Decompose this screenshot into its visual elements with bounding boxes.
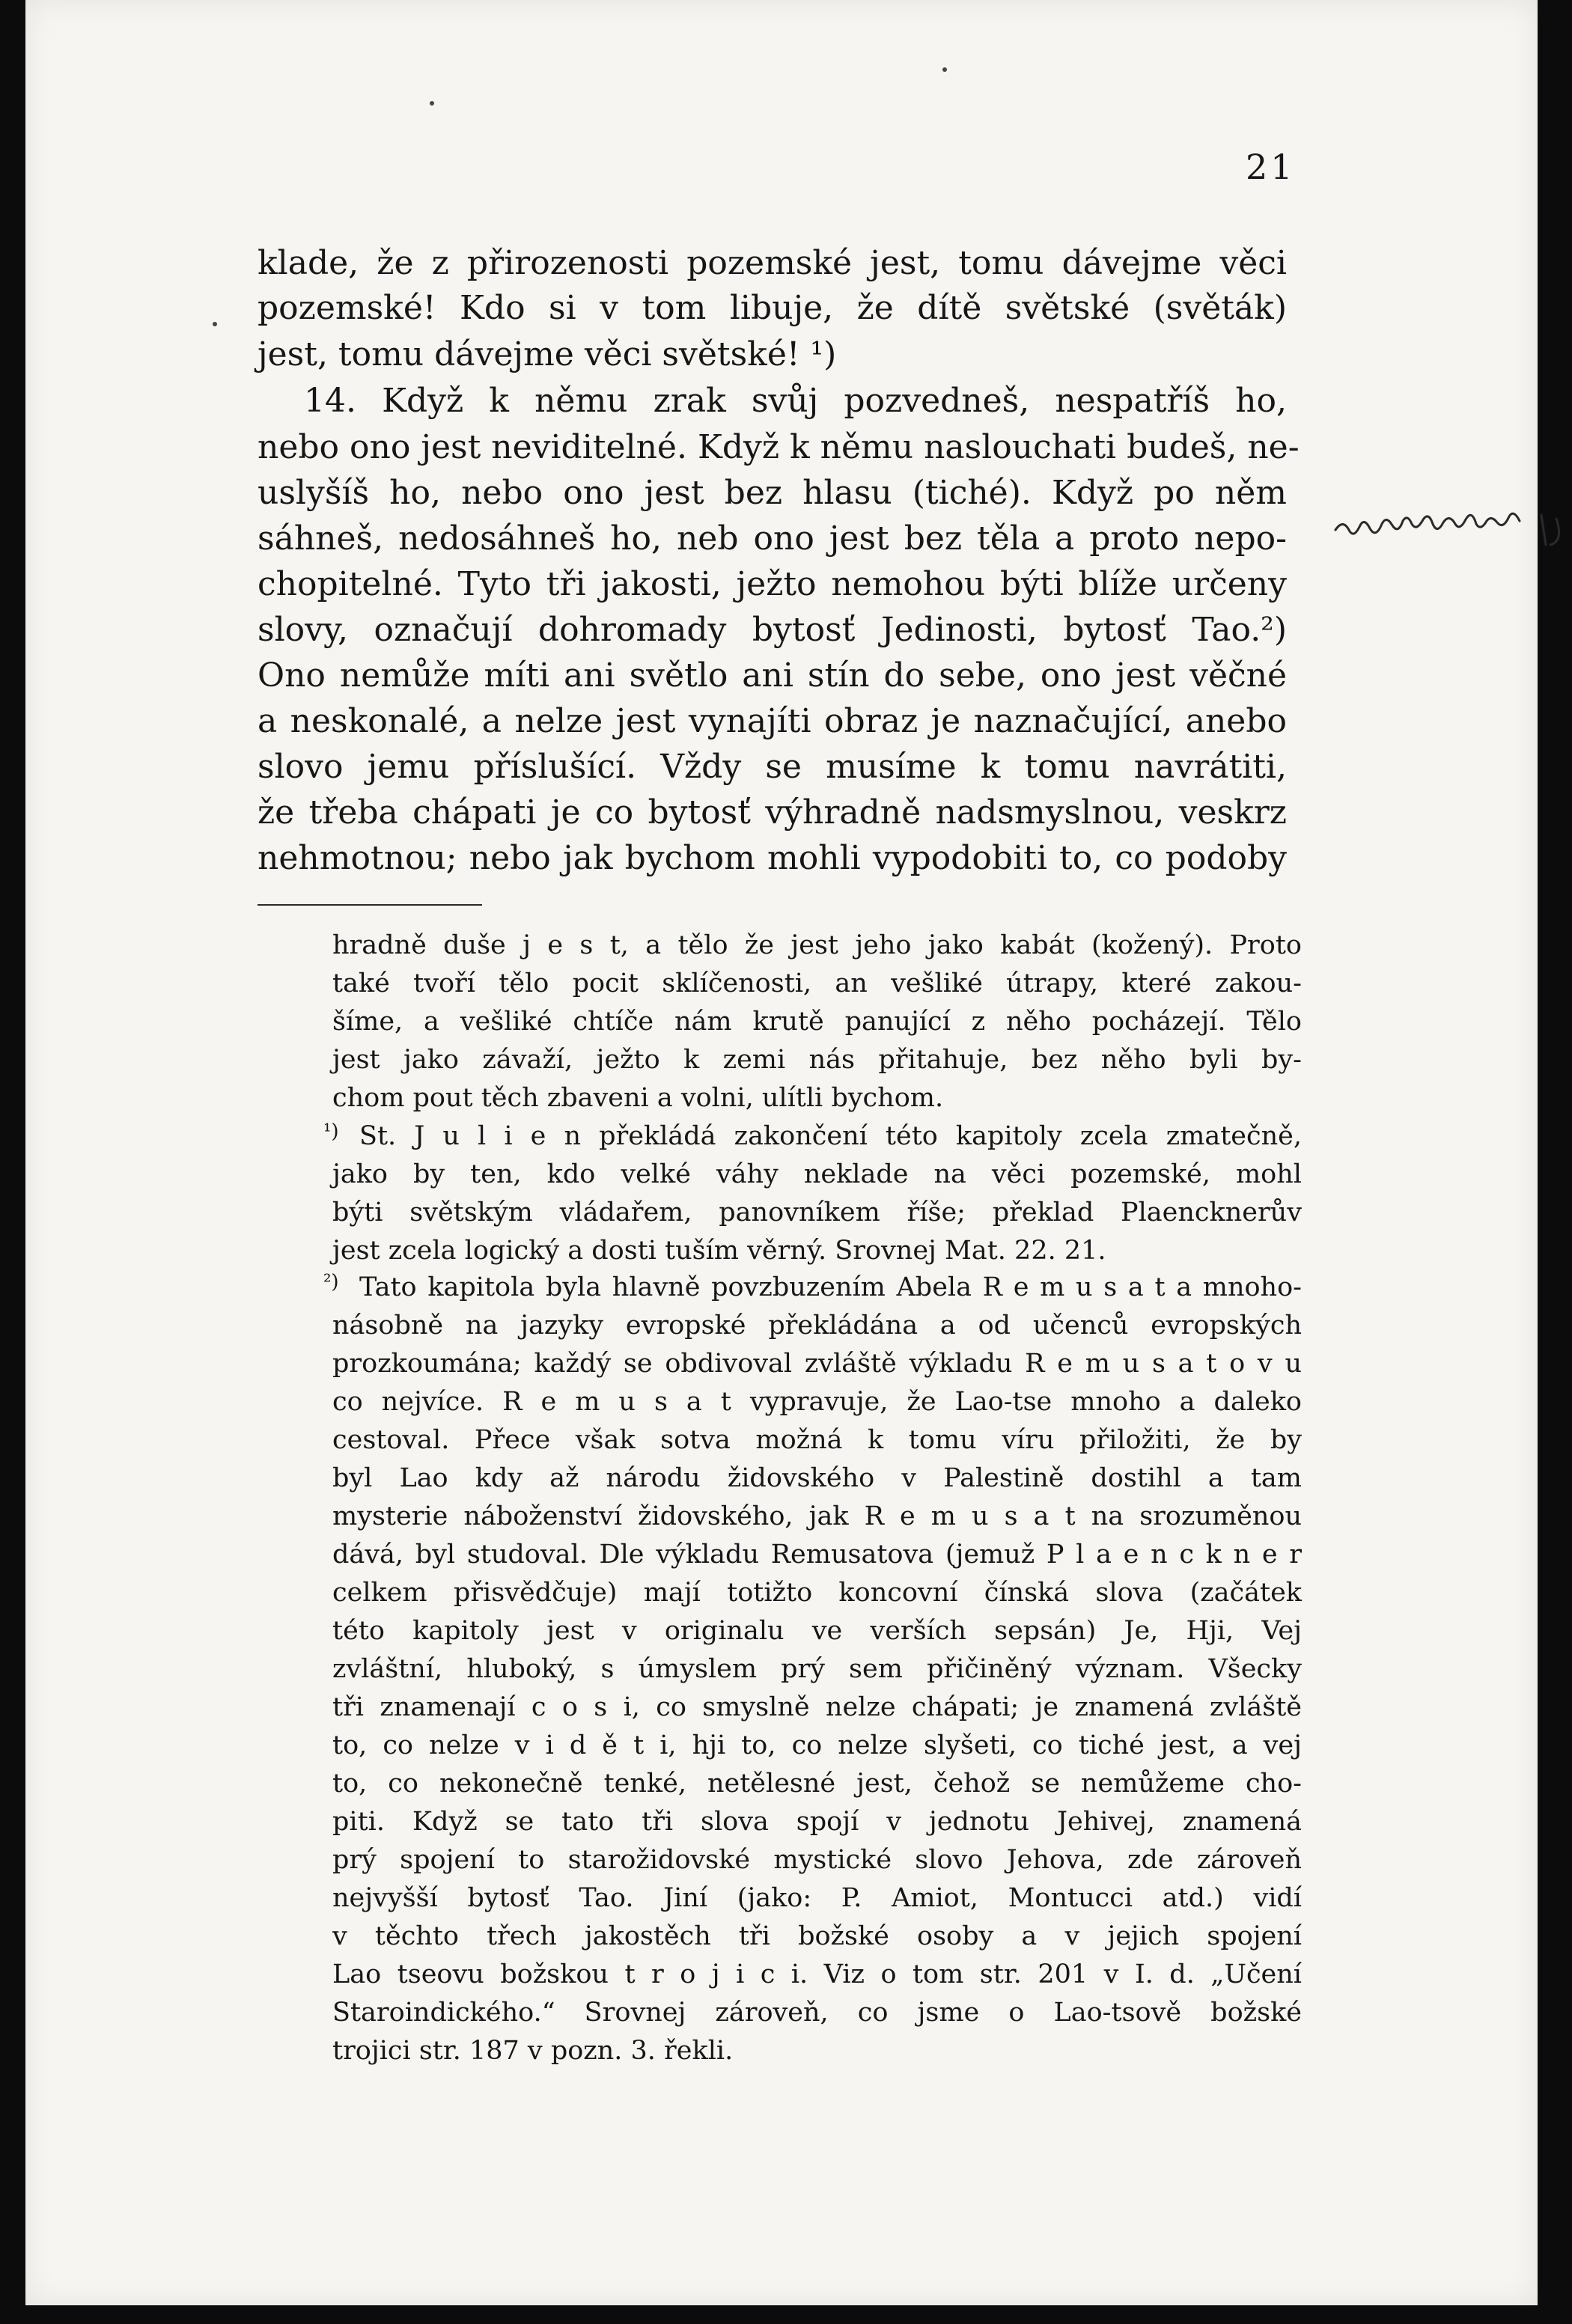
main-line: 14. Když k němu zrak svůj pozvedneš, nespatříš ho, [304, 382, 1287, 420]
note-line: to, co nekonečně tenké, netělesné jest, čehož se nemůžeme cho- [332, 1769, 1302, 1799]
note-line: v těchto třech jakostěch tři božské osoby a v jejich spojení [332, 1921, 1302, 1951]
footnote-marker-2: ²) [323, 1271, 339, 1293]
note-line: Lao tseovu božskou t r o j i c i. Viz o tom str. 201 v I. d. „Učení [332, 1959, 1302, 1989]
print-speck [942, 67, 947, 72]
note-line: trojici str. 187 v pozn. 3. řekli. [332, 2036, 734, 2066]
main-line: slovy, označují dohromady bytosť Jedinosti, bytosť Tao.²) [258, 611, 1287, 649]
main-line: nehmotnou; nebo jak bychom mohli vypodobiti to, co podoby [258, 839, 1287, 877]
note-line: prozkoumána; každý se obdivoval zvláště výkladu R e m u s a t o v u [332, 1349, 1302, 1379]
note-line: jest zcela logický a dosti tuším věrný. Srovnej Mat. 22. 21. [332, 1236, 1106, 1266]
main-line: slovo jemu příslušící. Vždy se musíme k tomu navrátiti, [258, 748, 1287, 786]
note-line: co nejvíce. R e m u s a t vypravuje, že Lao-tse mnoho a daleko [332, 1387, 1302, 1417]
note-line: tři znamenají c o s i, co smyslně nelze chápati; je znamená zvláště [332, 1692, 1302, 1722]
main-line: že třeba chápati je co bytosť výhradně nadsmyslnou, veskrz [258, 793, 1287, 832]
note-line: šíme, a vešliké chtíče nám krutě panující z něho pocházejí. Tělo [332, 1007, 1302, 1037]
handwritten-margin-note [1332, 500, 1572, 567]
print-speck [430, 101, 434, 106]
main-line: jest, tomu dávejme věci světské! ¹) [258, 335, 837, 373]
main-line: Ono nemůže míti ani světlo ani stín do sebe, ono jest věčné [258, 656, 1287, 695]
note-line: Staroindického.“ Srovnej zároveň, co jsme o Lao-tsově božské [332, 1998, 1302, 2028]
main-line: pozemské! Kdo si v tom libuje, že dítě světské (světák) [258, 289, 1287, 327]
main-line: a neskonalé, a nelze jest vynajíti obraz je naznačující, anebo [258, 702, 1287, 740]
note-line: hradně duše j e s t, a tělo že jest jeho jako kabát (kožený). Proto [332, 930, 1302, 960]
page-number: 21 [1246, 147, 1296, 187]
book-page [25, 0, 1538, 2305]
main-line: nebo ono jest neviditelné. Když k němu naslouchati budeš, ne- [258, 428, 1300, 466]
note-line: byl Lao kdy až národu židovského v Palestině dostihl a tam [332, 1463, 1302, 1493]
note-line: zvláštní, hluboký, s úmyslem prý sem přičiněný význam. Všecky [332, 1654, 1302, 1684]
note-line: také tvoří tělo pocit sklíčenosti, an vešliké útrapy, které zakou- [332, 969, 1302, 998]
note-line: jest jako závaží, ježto k zemi nás přitahuje, bez něho byli by- [332, 1045, 1302, 1075]
main-line: sáhneš, nedosáhneš ho, neb ono jest bez těla a proto nepo- [258, 519, 1287, 558]
note-line: St. J u l i e n překládá zakončení této kapitoly zcela zmatečně, [359, 1121, 1302, 1151]
note-line: dává, byl studoval. Dle výkladu Remusatova (jemuž P l a e n c k n e r [332, 1540, 1302, 1570]
note-line: býti světským vládařem, panovníkem říše; překlad Plaencknerův [332, 1198, 1302, 1227]
note-line: Tato kapitola byla hlavně povzbuzením Abela R e m u s a t a mnoho- [359, 1272, 1302, 1302]
note-line: prý spojení to starožidovské mystické slovo Jehova, zde zároveň [332, 1845, 1302, 1875]
note-line: nejvyšší bytosť Tao. Jiní (jako: P. Amiot, Montucci atd.) vidí [332, 1883, 1302, 1913]
note-line: celkem přisvědčuje) mají totižto koncovní čínská slova (začátek [332, 1578, 1302, 1608]
footnote-separator [258, 904, 482, 906]
main-line: chopitelné. Tyto tři jakosti, ježto nemohou býti blíže určeny [258, 565, 1287, 603]
print-speck [213, 322, 217, 326]
note-line: jako by ten, kdo velké váhy neklade na věci pozemské, mohl [332, 1159, 1302, 1189]
margin-note-text [1332, 516, 1337, 517]
note-line: násobně na jazyky evropské překládána a od učenců evropských [332, 1311, 1302, 1341]
footnote-marker-1: ¹) [323, 1120, 339, 1143]
note-line: piti. Když se tato tři slova spojí v jednotu Jehivej, znamená [332, 1807, 1302, 1837]
note-line: této kapitoly jest v originalu ve verších sepsán) Je, Hji, Vej [332, 1616, 1302, 1646]
note-line: cestoval. Přece však sotva možná k tomu víru přiložiti, že by [332, 1425, 1302, 1455]
handwriting-scribble-icon [1332, 500, 1572, 567]
note-line: mysterie náboženství židovského, jak R e m u s a t na srozuměnou [332, 1501, 1302, 1531]
note-line: to, co nelze v i d ě t i, hji to, co nelze slyšeti, co tiché jest, a vej [332, 1730, 1302, 1760]
main-line: klade, že z přirozenosti pozemské jest, tomu dávejme věci [258, 244, 1287, 282]
note-line: chom pout těch zbaveni a volni, ulítli bychom. [332, 1083, 944, 1113]
main-line: uslyšíš ho, nebo ono jest bez hlasu (tiché). Když po něm [258, 474, 1287, 512]
